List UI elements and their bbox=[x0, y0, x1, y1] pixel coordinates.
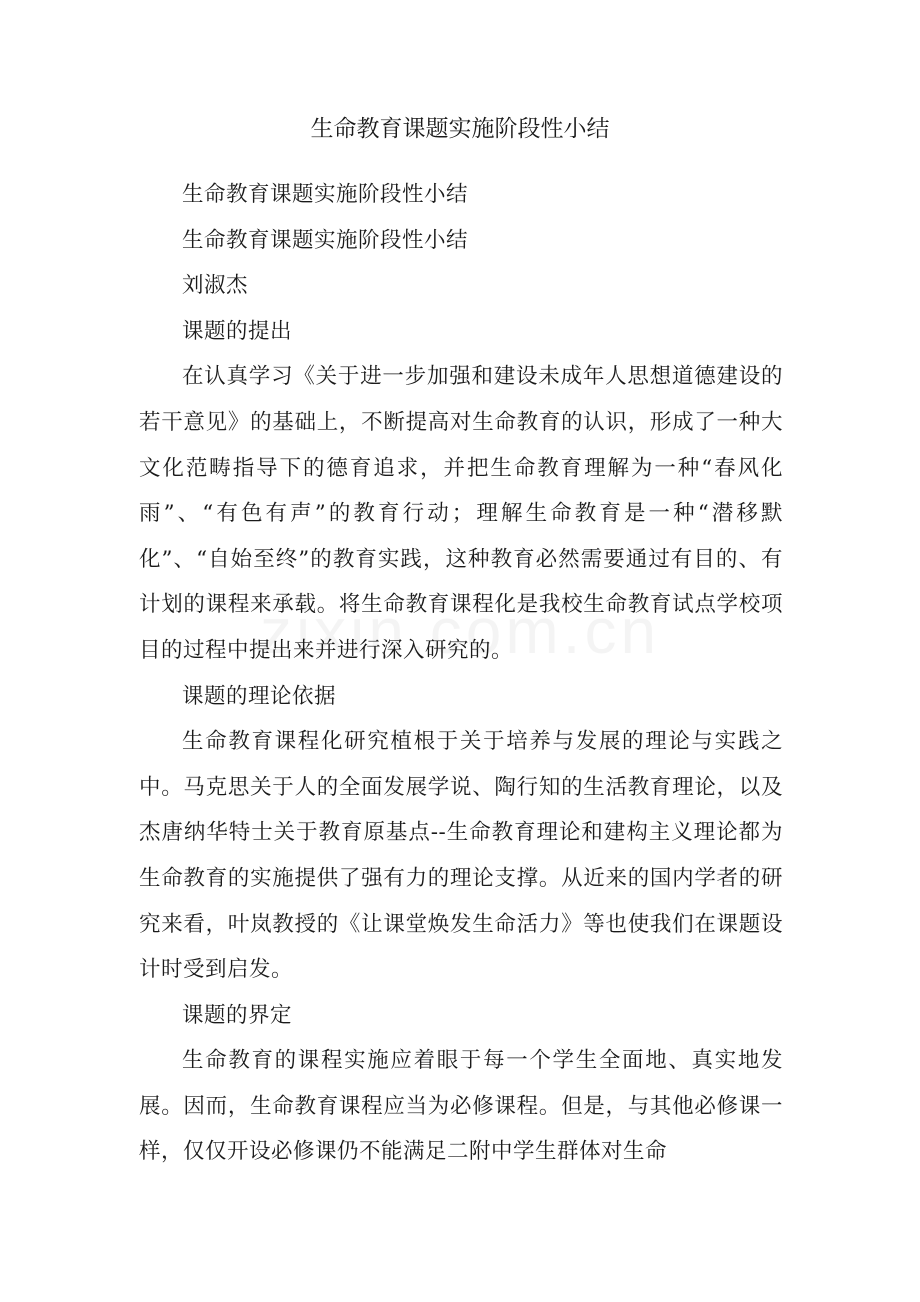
document-body bbox=[139, 172, 783, 1175]
section-heading-definition: 课题的界定 bbox=[182, 1002, 293, 1028]
paragraph-definition: 生命教育的课程实施应着眼于每一个学生全面地、真实地发展。因而，生命教育课程应当为必修课程。但是，与其他必修课一样，仅仅开设必修课仍不能满足二附中学生群体对生命 bbox=[139, 1048, 783, 1165]
paragraph-heading-repeat-2: 生命教育课题实施阶段性小结 bbox=[182, 227, 469, 253]
paragraph-theory: 生命教育课程化研究植根于关于培养与发展的理论与实践之中。马克思关于人的全面发展学说、陶行知的生活教育理论，以及杰唐纳华特士关于教育原基点--生命教育理论和建构主义理论都为生命教育的实施提供了强有力的理论支撑。从近来的国内学者的研究来看，叶岚教授的《让课堂焕发生命活力》等也使我们在课题设计时受到启发。 bbox=[139, 729, 783, 983]
document-title: 生命教育课题实施阶段性小结 bbox=[310, 116, 610, 142]
paragraph-heading-repeat-1: 生命教育课题实施阶段性小结 bbox=[182, 182, 469, 207]
section-heading-proposal: 课题的提出 bbox=[182, 318, 293, 344]
author-name: 刘淑杰 bbox=[182, 273, 249, 299]
section-heading-theory: 课题的理论依据 bbox=[182, 683, 337, 709]
paragraph-proposal: 在认真学习《关于进一步加强和建设未成年人思想道德建设的若干意见》的基础上，不断提高对生命教育的认识，形成了一种大文化范畴指导下的德育追求，并把生命教育理解为一种“春风化雨”、“有色有声”的教育行动；理解生命教育是一种“潜移默化”、“自始至终”的教育实践，这种教育必然需要通过有目的、有计划的课程来承载。将生命教育课程化是我校生命教育试点学校项目的过程中提出来并进行深入研究的。 bbox=[139, 364, 783, 663]
